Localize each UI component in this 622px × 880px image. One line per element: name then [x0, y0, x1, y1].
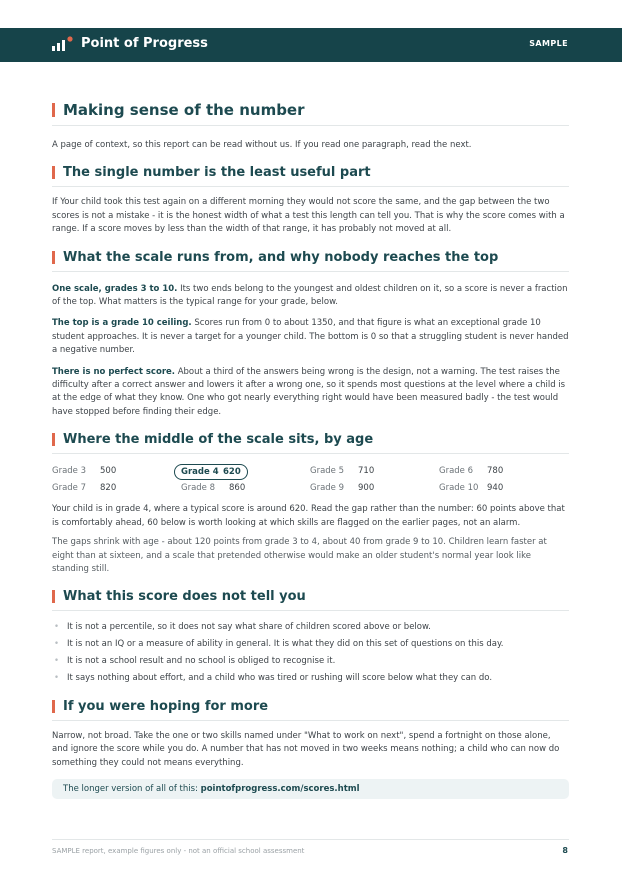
report-content	[52, 101, 569, 799]
section-hoping-for-more	[52, 699, 569, 799]
section-heading	[52, 699, 569, 721]
grade-label: Grade 6	[439, 466, 474, 477]
section-heading	[52, 165, 569, 187]
grade-label: Grade 3	[52, 466, 87, 477]
intro-text: A page of context, so this report can be read without us. If you read one paragraph, read the next.	[52, 140, 472, 150]
section-body: Your child is in grade 4, where a typical score is around 620. Read the gap rather than the number: 60 points above that is comfortably ahead, 60 below is worth looking at which skills are flagged on the earlier pages, not an alarm.	[52, 504, 565, 528]
scale-paragraph	[52, 317, 569, 357]
section-heading-text: Where the middle of the scale sits, by age	[63, 432, 374, 448]
scores-link[interactable]: pointofprogress.com/scores.html	[200, 784, 360, 795]
paragraph-text: Scores run from 0 to about 1350, and that figure is what an exceptional grade 10 student approaches. It is never a target for a younger child. The bottom is 0 so that a struggling student is never handed a negative number.	[52, 318, 569, 356]
section-body: If Your child took this test again on a different morning they would not score the same, and the gap between the two scores is not a mistake - it is the honest width of what a test this length can tell you. That is why the score comes with a range. If a score moves by less than the width of that range, it has probably not moved at all.	[52, 197, 565, 235]
page-title-text: Making sense of the number	[63, 101, 305, 119]
section-heading	[52, 432, 569, 454]
grade-entry	[310, 483, 374, 493]
grade-entry	[52, 483, 116, 493]
section-heading	[52, 250, 569, 272]
page-title	[52, 101, 569, 126]
section-body-secondary: The gaps shrink with age - about 120 points from grade 3 to 4, about 40 from grade 9 to 10. Children learn faster at eight than at sixteen, and a scale that pretended otherwise would make an older student's normal year look like standing still.	[52, 537, 547, 574]
section-single-number	[52, 165, 569, 236]
list-item: • It is not an IQ or a measure of ability in general. It is what they did on this set of questions on this day.	[52, 638, 569, 652]
grade-value: 860	[229, 483, 246, 494]
footer-disclaimer: SAMPLE report, example figures only - not an official school assessment	[52, 847, 305, 855]
accent-bar	[52, 700, 55, 713]
grade-value: 820	[100, 483, 117, 494]
section-middle-by-age	[52, 432, 569, 576]
grade-value: 620	[223, 467, 241, 478]
caveat-list	[52, 621, 569, 686]
grade-label: Grade 9	[310, 483, 345, 494]
brand-name: Point of Progress	[81, 36, 208, 51]
grade-entry	[181, 483, 245, 493]
grade-value: 500	[100, 466, 117, 477]
grade-entry-highlighted	[174, 464, 248, 480]
grade-label: Grade 7	[52, 483, 87, 494]
section-body: Narrow, not broad. Take the one or two skills named under "What to work on next", spend a fortnight on those alone, and ignore the score while you do. A number that has not moved in two weeks means nothing; a child who can now do something they could not means everything.	[52, 730, 560, 768]
accent-bar	[52, 166, 55, 179]
further-reading-callout	[52, 779, 569, 799]
paragraph-lead: One scale, grades 3 to 10.	[52, 283, 178, 294]
grade-value: 900	[358, 483, 375, 494]
accent-bar	[52, 251, 55, 264]
grade-entry	[439, 466, 503, 476]
sample-tag: SAMPLE	[529, 39, 568, 48]
section-heading-text: If you were hoping for more	[63, 698, 269, 714]
footer-divider	[52, 839, 569, 840]
grade-value: 780	[487, 466, 504, 477]
accent-bar	[52, 103, 55, 117]
accent-bar	[52, 433, 55, 446]
section-scale-range	[52, 250, 569, 420]
section-not-tell	[52, 589, 569, 686]
report-header	[0, 28, 622, 62]
list-item: • It is not a school result and no school is obliged to recognise it.	[52, 655, 569, 669]
list-item: • It says nothing about effort, and a child who was tired or rushing will score below what they can do.	[52, 672, 569, 686]
accent-bar	[52, 590, 55, 603]
list-item: • It is not a percentile, so it does not say what share of children scored above or below.	[52, 621, 569, 635]
paragraph-text: About a third of the answers being wrong is the design, not a warning. The test raises the difficulty after a correct answer and lowers it after a wrong one, so it spends most questions at the level where a child is at the edge of what they know. One who got nearly everything right would have been measured badly - the test would have stopped before finding their edge.	[52, 366, 566, 417]
grade-label: Grade 5	[310, 466, 345, 477]
grade-label: Grade 4	[181, 467, 219, 478]
grade-value: 710	[358, 466, 375, 477]
section-heading-text: What this score does not tell you	[63, 589, 306, 605]
bar-chart-with-dot-icon	[52, 36, 74, 52]
section-heading-text: The single number is the least useful part	[63, 165, 371, 181]
grade-value: 940	[487, 483, 504, 494]
grade-entry	[310, 466, 374, 476]
grade-label: Grade 10	[439, 483, 479, 494]
callout-prefix: The longer version of all of this:	[63, 784, 201, 795]
paragraph-text: Its two ends belong to the youngest and oldest children on it, so a score is never a fraction of the top. What matters is the typical range for your grade, below.	[52, 283, 568, 308]
scale-paragraph	[52, 283, 569, 310]
paragraph-lead: The top is a grade 10 ceiling.	[52, 318, 192, 329]
paragraph-lead: There is no perfect score.	[52, 366, 176, 377]
section-heading	[52, 589, 569, 611]
section-heading-text: What the scale runs from, and why nobody reaches the top	[63, 249, 499, 265]
scale-paragraph	[52, 366, 569, 420]
grade-entry	[52, 466, 116, 476]
grade-median-grid	[52, 466, 569, 497]
grade-label: Grade 8	[181, 483, 216, 494]
page-number: 8	[562, 846, 568, 855]
grade-entry	[439, 483, 503, 493]
